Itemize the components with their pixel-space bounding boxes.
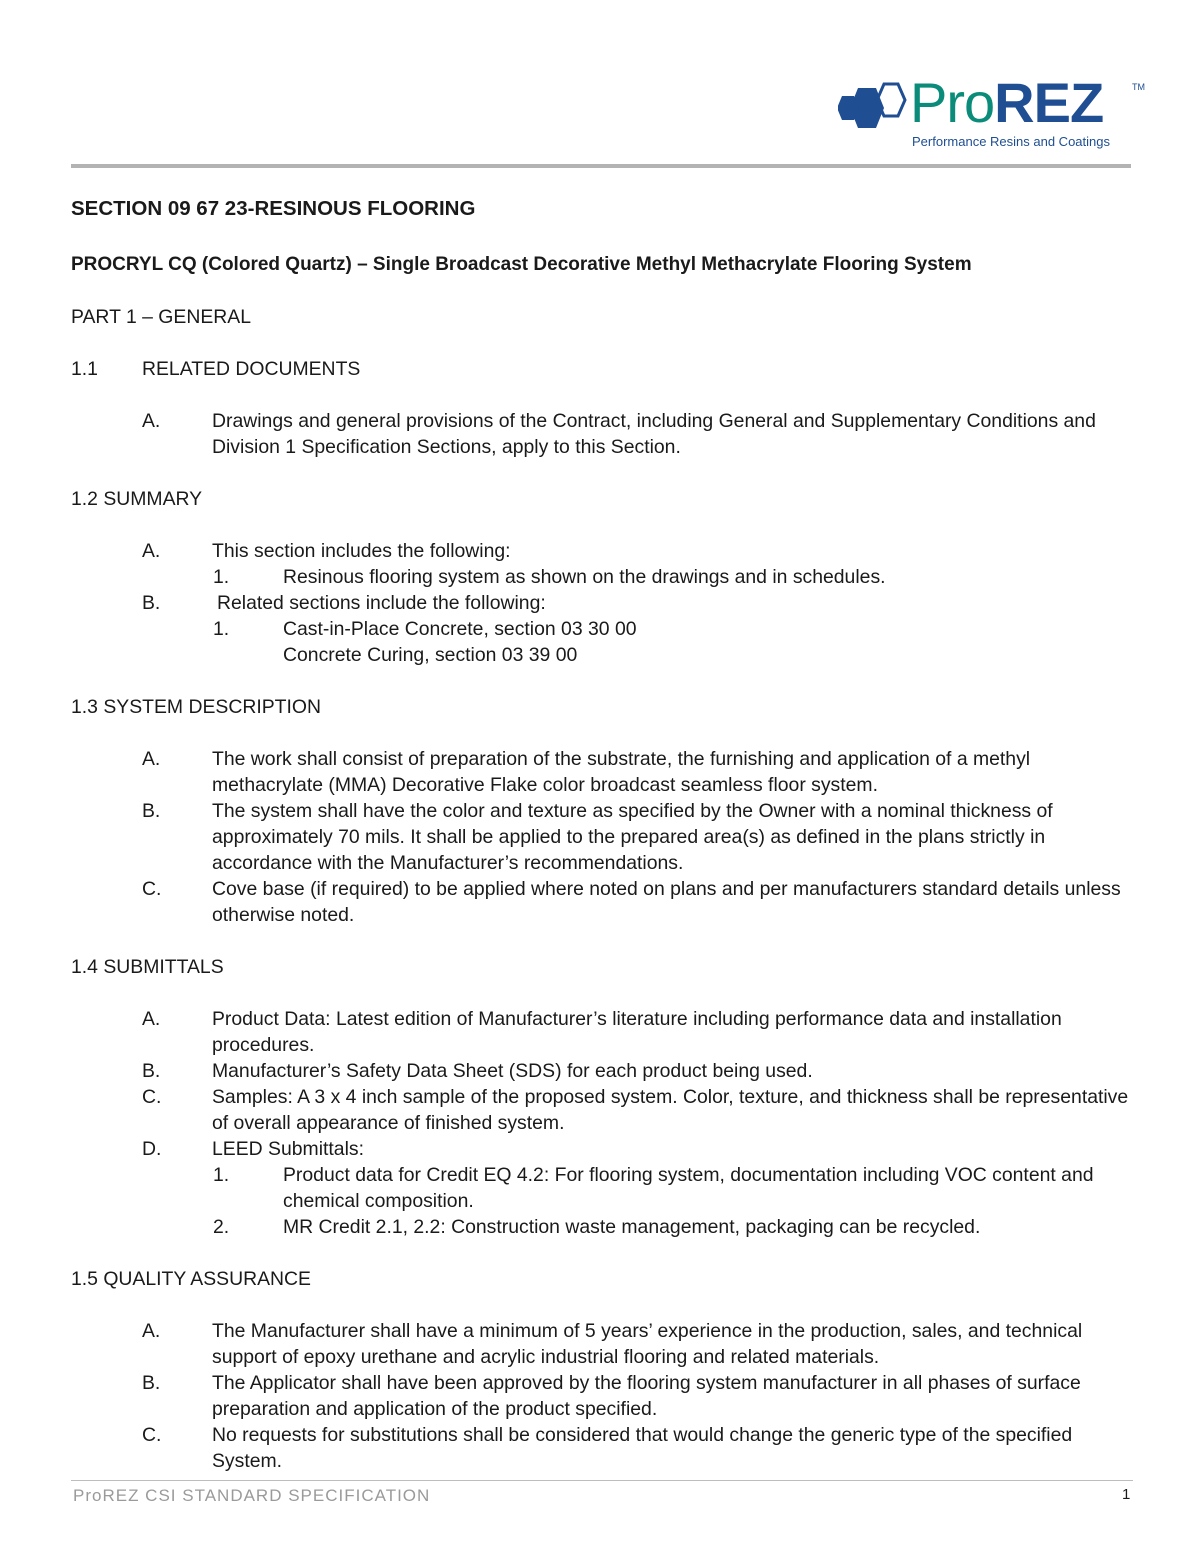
sub-list-item bbox=[71, 1162, 1137, 1214]
item-text: Concrete Curing, section 03 39 00 bbox=[283, 644, 578, 666]
sub-list-item bbox=[71, 564, 1137, 590]
item-marker: A. bbox=[142, 1320, 161, 1342]
section-heading-1-1 bbox=[71, 356, 1137, 382]
item-marker: D. bbox=[142, 1138, 162, 1160]
item-text: Samples: A 3 x 4 inch sample of the proposed system. Color, texture, and thickness shall be representative of overall appearance of finished system. bbox=[212, 1086, 1129, 1134]
item-marker: A. bbox=[142, 1008, 161, 1030]
logo-tagline: Performance Resins and Coatings bbox=[912, 134, 1110, 149]
footer-divider bbox=[71, 1480, 1133, 1481]
item-marker: C. bbox=[142, 1086, 162, 1108]
hexagon-logo-icon bbox=[838, 80, 908, 136]
item-text: The system shall have the color and texture as specified by the Owner with a nominal thickness of approximately 70 mils. It shall be applied to the prepared area(s) as defined in the plans strictly in accordance with the Manufacturer’s recommendations. bbox=[212, 800, 1053, 874]
section-1-1-list bbox=[71, 408, 1137, 460]
item-marker: B. bbox=[142, 592, 161, 614]
item-marker: 2. bbox=[213, 1216, 230, 1238]
item-text: No requests for substitutions shall be considered that would change the generic type of the specified System. bbox=[212, 1424, 1073, 1472]
section-heading-text: RELATED DOCUMENTS bbox=[142, 358, 361, 380]
section-1-5-list bbox=[71, 1318, 1137, 1474]
item-marker: A. bbox=[142, 748, 161, 770]
list-item bbox=[71, 1006, 1137, 1058]
sub-list-item bbox=[71, 616, 1137, 642]
document-body bbox=[71, 196, 1137, 1500]
list-item bbox=[71, 538, 1137, 564]
item-text: Related sections include the following: bbox=[217, 592, 546, 614]
section-1-2-list bbox=[71, 538, 1137, 668]
item-text: Drawings and general provisions of the Contract, including General and Supplementary Conditions and Division 1 Specification Sections, apply to this Section. bbox=[212, 410, 1096, 458]
section-1-3-list bbox=[71, 746, 1137, 928]
item-text: Resinous flooring system as shown on the drawings and in schedules. bbox=[283, 566, 886, 588]
sub-list-item bbox=[71, 1214, 1137, 1240]
logo-rez-text: REZ bbox=[994, 71, 1104, 134]
item-text: Product Data: Latest edition of Manufacturer’s literature including performance data and installation procedures. bbox=[212, 1008, 1062, 1056]
item-marker: 1. bbox=[213, 618, 230, 640]
section-heading-1-2: 1.2 SUMMARY bbox=[71, 488, 203, 510]
item-text: Manufacturer’s Safety Data Sheet (SDS) for each product being used. bbox=[212, 1060, 813, 1082]
list-item bbox=[71, 746, 1137, 798]
section-title: SECTION 09 67 23-RESINOUS FLOORING bbox=[71, 197, 476, 220]
list-item bbox=[71, 408, 1137, 460]
item-marker: B. bbox=[142, 800, 161, 822]
section-heading-1-3: 1.3 SYSTEM DESCRIPTION bbox=[71, 696, 321, 718]
item-text: Cast-in-Place Concrete, section 03 30 00 bbox=[283, 618, 637, 640]
list-item bbox=[71, 1058, 1137, 1084]
footer-text: ProREZ CSI STANDARD SPECIFICATION bbox=[73, 1486, 431, 1505]
list-item bbox=[71, 1318, 1137, 1370]
item-text: The Applicator shall have been approved by the flooring system manufacturer in all phases of surface preparation and application of the product specified. bbox=[212, 1372, 1081, 1420]
item-marker: A. bbox=[142, 410, 161, 432]
item-text: MR Credit 2.1, 2.2: Construction waste management, packaging can be recycled. bbox=[283, 1216, 981, 1238]
item-text: The work shall consist of preparation of the substrate, the furnishing and application of a methyl methacrylate (MMA) Decorative Flake color broadcast seamless floor system. bbox=[212, 748, 1031, 796]
sub-list-item-continued bbox=[71, 642, 1137, 668]
item-text: Cove base (if required) to be applied where noted on plans and per manufacturers standard details unless otherwise noted. bbox=[212, 878, 1121, 926]
part-heading: PART 1 – GENERAL bbox=[71, 306, 251, 328]
item-text: LEED Submittals: bbox=[212, 1138, 364, 1160]
page-number: 1 bbox=[1122, 1486, 1131, 1503]
item-marker: C. bbox=[142, 878, 162, 900]
list-item bbox=[71, 590, 1137, 616]
header-divider bbox=[71, 164, 1131, 168]
item-marker: 1. bbox=[213, 566, 230, 588]
list-item bbox=[71, 798, 1137, 876]
system-title: PROCRYL CQ (Colored Quartz) – Single Broadcast Decorative Methyl Methacrylate Flooring System bbox=[71, 254, 972, 275]
section-number: 1.1 bbox=[71, 358, 98, 380]
item-marker: A. bbox=[142, 540, 161, 562]
logo-trademark: TM bbox=[1132, 82, 1145, 92]
item-text: The Manufacturer shall have a minimum of 5 years’ experience in the production, sales, and technical support of epoxy urethane and acrylic industrial flooring and related materials. bbox=[212, 1320, 1083, 1368]
list-item bbox=[71, 1136, 1137, 1162]
section-heading-1-4: 1.4 SUBMITTALS bbox=[71, 956, 224, 978]
section-heading-1-5: 1.5 QUALITY ASSURANCE bbox=[71, 1268, 311, 1290]
list-item bbox=[71, 1422, 1137, 1474]
item-marker: 1. bbox=[213, 1164, 230, 1186]
item-text: This section includes the following: bbox=[212, 540, 511, 562]
item-marker: C. bbox=[142, 1424, 162, 1446]
logo-pro-text: Pro bbox=[910, 71, 995, 134]
item-marker: B. bbox=[142, 1372, 161, 1394]
list-item bbox=[71, 1084, 1137, 1136]
item-marker: B. bbox=[142, 1060, 161, 1082]
list-item bbox=[71, 876, 1137, 928]
section-1-4-list bbox=[71, 1006, 1137, 1240]
logo-wordmark bbox=[910, 70, 1103, 136]
prorez-logo bbox=[838, 71, 1148, 154]
list-item bbox=[71, 1370, 1137, 1422]
item-text: Product data for Credit EQ 4.2: For flooring system, documentation including VOC content and chemical composition. bbox=[283, 1164, 1094, 1212]
